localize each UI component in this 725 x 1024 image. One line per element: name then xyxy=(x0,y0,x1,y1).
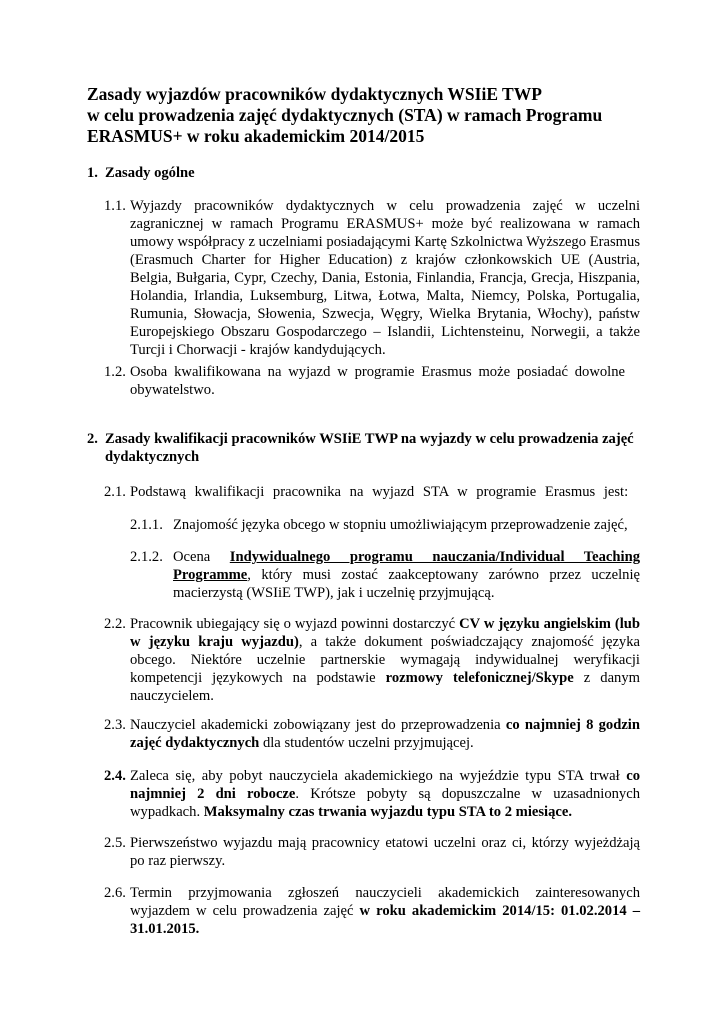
item-2-3-part-2: dla studentów uczelni przyjmującej. xyxy=(259,735,474,751)
item-2-2-bold-2: rozmowy telefonicznej/Skype xyxy=(385,670,574,686)
item-2-4-part-2: . Krótsze pobyty są dopuszczalne w uzasadnionych wypadkach. xyxy=(130,786,640,820)
item-2-1-2-text xyxy=(173,548,640,602)
section-1-number: 1. xyxy=(87,165,98,181)
document-title xyxy=(87,84,647,147)
item-1-2-number: 1.2. xyxy=(104,364,126,380)
item-2-3-part-1: Nauczyciel akademicki zobowiązany jest do przeprowadzenia xyxy=(130,717,506,733)
item-1-1-text: Wyjazdy pracowników dydaktycznych w celu prowadzenia zajęć w uczelni zagranicznej w ramach Programu ERASMUS+ może być realizowana w ramach umowy współpracy z uczelniami posiadającymi Kartę Szkolnictwa Wyższego Erasmus (Erasmuch Charter for Higher Education) z krajów członkowskich UE (Austria, Belgia, Bułgaria, Cypr, Czechy, Dania, Estonia, Finlandia, Francja, Grecja, Hiszpania, Holandia, Irlandia, Luksemburg, Litwa, Łotwa, Malta, Niemcy, Polska, Portugalia, Rumunia, Słowacja, Słowenia, Szwecja, Węgry, Wielka Brytania, Włochy), państw Europejskiego Obszaru Gospodarczego – Islandii, Lichtensteinu, Norwegii, a także Turcji i Chorwacji - krajów kandydujących. xyxy=(130,198,640,358)
item-1-2-text: Osoba kwalifikowana na wyjazd w programie Erasmus może posiadać dowolne obywatelstwo. xyxy=(130,364,625,398)
item-2-1-number: 2.1. xyxy=(104,484,126,500)
item-2-3-number: 2.3. xyxy=(104,717,126,733)
title-line-3: ERASMUS+ w roku akademickim 2014/2015 xyxy=(87,126,425,146)
item-2-3-text xyxy=(130,716,640,752)
item-2-1-1-number: 2.1.1. xyxy=(130,517,163,533)
item-2-1-2-post: , który musi zostać zaakceptowany zarówno przez uczelnię macierzystą (WSIiE TWP), jak i uczelnię przyjmującą. xyxy=(173,567,640,601)
item-2-6-bold-1: w roku akademickim 2014/15: 01.02.2014 – 31.01.2015. xyxy=(130,903,640,937)
item-2-6-part-1: Termin przyjmowania zgłoszeń nauczycieli akademickich zainteresowanych wyjazdem w celu prowadzenia zajęć xyxy=(130,885,640,919)
section-2-heading: Zasady kwalifikacji pracowników WSIiE TWP na wyjazdy w celu prowadzenia zajęć dydaktycznych xyxy=(105,431,634,465)
item-2-4-text xyxy=(130,767,640,821)
item-2-6-number: 2.6. xyxy=(104,885,126,901)
item-2-5-text: Pierwszeństwo wyjazdu mają pracownicy etatowi uczelni oraz ci, którzy wyjeżdżają po raz pierwszy. xyxy=(130,835,640,869)
item-2-2-text xyxy=(130,615,640,705)
item-2-4-number: 2.4. xyxy=(104,768,126,784)
item-2-2-part-3: z danym nauczycielem. xyxy=(130,670,641,704)
item-2-4-bold-2: Maksymalny czas trwania wyjazdu typu STA to 2 miesiące. xyxy=(203,804,572,820)
item-2-1-1-text: Znajomość języka obcego w stopniu umożliwiającym przeprowadzenie zajęć, xyxy=(173,517,628,533)
item-2-2-part-1: Pracownik ubiegający się o wyjazd powinni dostarczyć xyxy=(130,616,460,632)
item-2-4-part-1: Zaleca się, aby pobyt nauczyciela akademickiego na wyjeździe typu STA trwał xyxy=(130,768,627,784)
title-line-1: Zasady wyjazdów pracowników dydaktycznych WSIiE TWP xyxy=(87,84,542,104)
item-2-4-bold-1: co najmniej 2 dni robocze xyxy=(130,768,640,802)
item-2-5-number: 2.5. xyxy=(104,835,126,851)
item-2-2-part-2: , a także dokument poświadczający znajomość języka obcego. Niektóre uczelnie partnerskie wymagają indywidualnej weryfikacji kompetencji językowych na podstawie xyxy=(130,634,640,686)
item-2-1-2-number: 2.1.2. xyxy=(130,549,163,565)
item-2-2-bold-1: CV w języku angielskim (lub w języku kraju wyjazdu) xyxy=(130,616,641,650)
item-2-3-bold-1: co najmniej 8 godzin zajęć dydaktycznych xyxy=(130,717,640,751)
individual-teaching-programme: Indywidualnego programu nauczania/Individual Teaching Programme xyxy=(173,549,640,583)
item-2-2-number: 2.2. xyxy=(104,616,126,632)
section-2-number: 2. xyxy=(87,431,98,447)
item-1-1-number: 1.1. xyxy=(104,198,126,214)
item-2-6-text xyxy=(130,884,640,938)
item-2-1-2-pre: Ocena xyxy=(173,549,230,565)
title-line-2: w celu prowadzenia zajęć dydaktycznych (STA) w ramach Programu xyxy=(87,105,603,125)
item-2-1-text: Podstawą kwalifikacji pracownika na wyjazd STA w programie Erasmus jest: xyxy=(130,484,629,500)
section-1-heading: Zasady ogólne xyxy=(105,165,195,181)
